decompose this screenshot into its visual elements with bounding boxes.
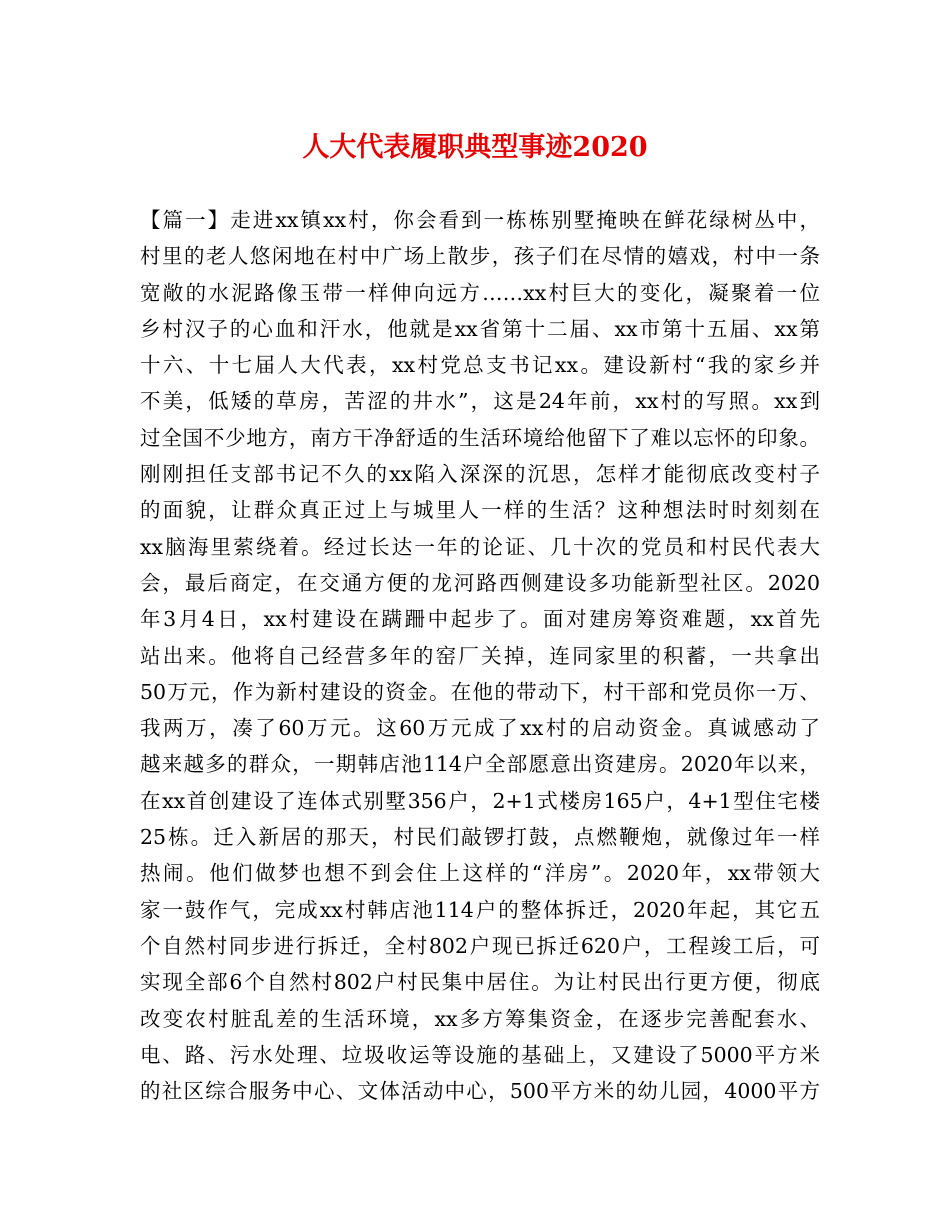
document-body [140, 202, 820, 1109]
body-line: 家一鼓作气，完成xx村韩店池114户的整体拆迁，2020年起，其它五 [140, 897, 820, 922]
body-line: 我两万，凑了60万元。这60万元成了xx村的启动资金。真诚感动了 [140, 716, 820, 741]
body-line: 改变农村脏乱差的生活环境，xx多方筹集资金，在逐步完善配套水、 [140, 1006, 820, 1031]
body-line: 在xx首创建设了连体式别墅356户，2+1式楼房165户，4+1型住宅楼 [140, 788, 820, 813]
body-line: 25栋。迁入新居的那天，村民们敲锣打鼓，点燃鞭炮，就像过年一样 [140, 825, 820, 850]
body-line: 会，最后商定，在交通方便的龙河路西侧建设多功能新型社区。2020 [140, 570, 820, 595]
body-line: 个自然村同步进行拆迁，全村802户现已拆迁620户，工程竣工后，可 [140, 933, 820, 958]
body-line: 实现全部6个自然村802户村民集中居住。为让村民出行更方便，彻底 [140, 970, 820, 995]
body-line: 村里的老人悠闲地在村中广场上散步，孩子们在尽情的嬉戏，村中一条 [140, 244, 820, 269]
body-line: 越来越多的群众，一期韩店池114户全部愿意出资建房。2020年以来， [140, 752, 820, 777]
body-line: 的面貌，让群众真正过上与城里人一样的生活？这种想法时时刻刻在 [140, 498, 820, 523]
body-line: 年3月4日，xx村建设在蹒跚中起步了。面对建房筹资难题，xx首先 [140, 607, 820, 632]
body-line: 乡村汉子的心血和汗水，他就是xx省第十二届、xx市第十五届、xx第 [140, 316, 820, 341]
body-line: 十六、十七届人大代表，xx村党总支书记xx。建设新村“我的家乡并 [140, 353, 820, 378]
body-line: 电、路、污水处理、垃圾收运等设施的基础上，又建设了5000平方米 [140, 1042, 820, 1067]
body-line: 刚刚担任支部书记不久的xx陷入深深的沉思，怎样才能彻底改变村子 [140, 462, 820, 487]
body-line: 热闹。他们做梦也想不到会住上这样的“洋房”。2020年，xx带领大 [140, 861, 820, 886]
body-line: 站出来。他将自己经营多年的窑厂关掉，连同家里的积蓄，一共拿出 [140, 643, 820, 668]
body-line: 宽敞的水泥路像玉带一样伸向远方……xx村巨大的变化，凝聚着一位 [140, 280, 820, 305]
body-line: 不美，低矮的草房，苦涩的井水”，这是24年前，xx村的写照。xx到 [140, 389, 820, 414]
body-line: 50万元，作为新村建设的资金。在他的带动下，村干部和党员你一万、 [140, 679, 820, 704]
body-line: 的社区综合服务中心、文体活动中心，500平方米的幼儿园，4000平方 [140, 1079, 820, 1104]
document-title: 人大代表履职典型事迹2020 [302, 132, 648, 163]
body-line: xx脑海里萦绕着。经过长达一年的论证、几十次的党员和村民代表大 [140, 534, 820, 559]
body-line: 【篇一】走进xx镇xx村，你会看到一栋栋别墅掩映在鲜花绿树丛中， [140, 208, 820, 232]
body-line: 过全国不少地方，南方干净舒适的生活环境给他留下了难以忘怀的印象。 [140, 425, 820, 450]
